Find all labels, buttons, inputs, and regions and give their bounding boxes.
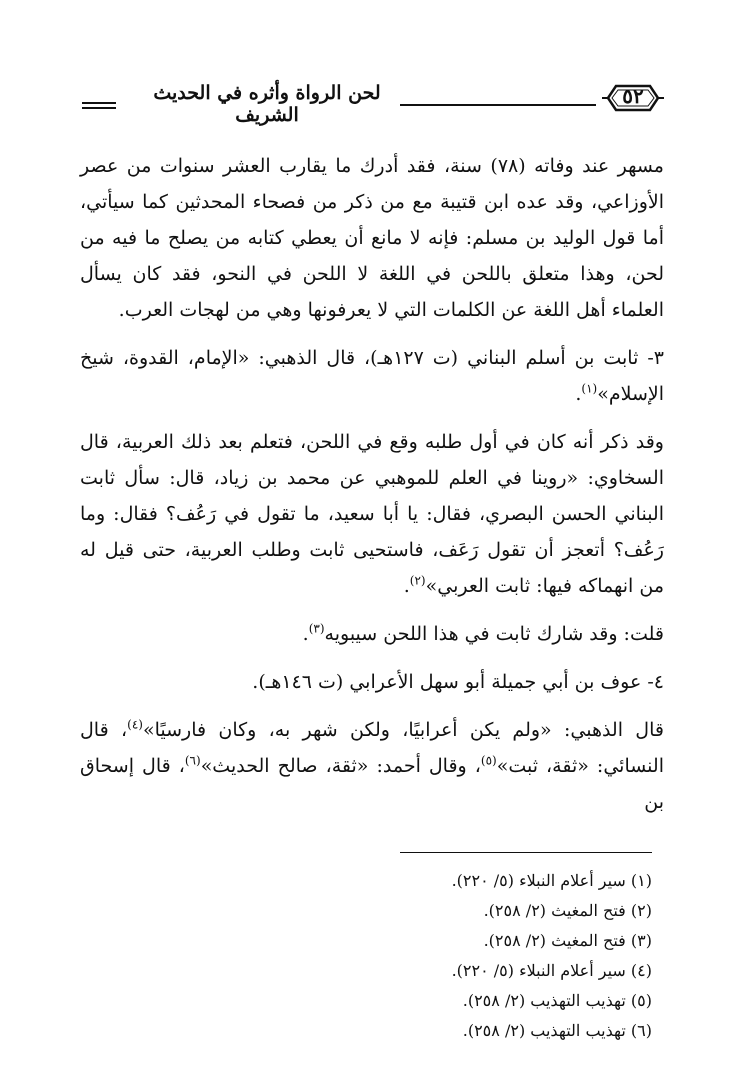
footnote-ref-1: (١) — [581, 381, 598, 396]
footnotes — [300, 866, 652, 1046]
footnote-ref-3: (٣) — [308, 621, 325, 636]
paragraph-4-text: قلت: وقد شارك ثابت في هذا اللحن سيبويه — [324, 623, 664, 645]
paragraph-6-cont-2: ، وقال أحمد: «ثقة، صالح الحديث» — [200, 755, 481, 777]
paragraph-1-text: مسهر عند وفاته (٧٨) سنة، فقد أدرك ما يقارب العشر سنوات من عصر الأوزاعي، وقد عده ابن قتيبة مع من ذكر من فصحاء المحدثين كما سيأتي، أما قول الوليد بن مسلم: فإنه لا مانع أن يعطي كتابه من يصلح ما فيه من لحن، وهذا متعلق باللحن في اللغة لا اللحن في النحو، فقد كان يسأل العلماء أهل اللغة عن الكلمات التي لا يعرفونها وهي من لهجات العرب. — [80, 155, 664, 321]
footnote-ref-4: (٤) — [127, 717, 143, 732]
paragraph-6-text: قال الذهبي: «ولم يكن أعرابيًا، ولكن شهر به، وكان فارسيًا» — [142, 719, 664, 741]
main-text — [80, 148, 664, 832]
paragraph-6 — [80, 712, 664, 820]
page-number-ornament — [600, 80, 666, 116]
paragraph-6-cont-3: ، قال إسحاق بن — [80, 755, 664, 813]
header-rule — [400, 104, 596, 106]
paragraph-3-text: وقد ذكر أنه كان في أول طلبه وقع في اللحن، فتعلم بعد ذلك العربية، قال السخاوي: «روينا في العلم للموهبي عن محمد بن زياد، قال: سأل ثابت البناني الحسن البصري، فقال: يا أبا سعيد، ما تقول في رَعُف؟ فقال: وما رَعُف؟ أتعجز أن تقول رَعَف، فاستحيى ثابت وطلب العربية، حتى قيل له من انهماكه فيها: ثابت العربي» — [80, 431, 664, 597]
page-number: ٥٢ — [622, 84, 644, 108]
footnote-ref-5: (٥) — [480, 753, 497, 768]
page-header — [82, 78, 668, 126]
footnote-1: (١) سير أعلام النبلاء (٥/ ٢٢٠). — [451, 871, 652, 890]
paragraph-1 — [80, 148, 664, 328]
footnote-2: (٢) فتح المغيث (٢/ ٢٥٨). — [483, 901, 652, 920]
paragraph-4: قلت: وقد شارك ثابت في هذا اللحن سيبويه$^{(٣)}$. — [302, 621, 664, 645]
footnote-ref-2: (٢) — [409, 573, 426, 588]
footnote-4: (٤) سير أعلام النبلاء (٥/ ٢٢٠). — [451, 961, 652, 980]
footnote-5: (٥) تهذيب التهذيب (٢/ ٢٥٨). — [462, 991, 652, 1010]
header-rule-left — [82, 102, 116, 104]
footnote-ref-6: (٦) — [184, 753, 201, 768]
paragraph-5 — [80, 664, 664, 700]
paragraph-5-text: ٤- عوف بن أبي جميلة أبو سهل الأعرابي (ت ١٤٦هـ). — [252, 671, 664, 693]
paragraph-3: وقد ذكر أنه كان في أول طلبه وقع في اللحن، فتعلم بعد ذلك العربية، قال السخاوي: «روينا في العلم للموهبي عن محمد بن زياد، قال: سأل ثابت البناني الحسن البصري، فقال: يا أبا سعيد، ما تقول في رَعُف؟ فقال: وما رَعُف؟ أتعجز أن تقول رَعَف، فاستحيى ثابت وطلب العربية، حتى قيل له من انهماكه فيها: ثابت العربي»$^{(٢)}$. — [80, 431, 664, 597]
paragraph-2-text: ٣- ثابت بن أسلم البناني (ت ١٢٧هـ)، قال الذهبي: «الإمام، القدوة، شيخ الإسلام» — [80, 347, 664, 405]
paragraph-6-cont-1: ، قال النسائي: «ثقة، ثبت» — [80, 719, 664, 777]
paragraph-2: ٣- ثابت بن أسلم البناني (ت ١٢٧هـ)، قال الذهبي: «الإمام، القدوة، شيخ الإسلام»$^{(١)}$. — [80, 347, 664, 405]
footnote-3: (٣) فتح المغيث (٢/ ٢٥٨). — [483, 931, 652, 950]
header-rule-left-double — [82, 107, 116, 109]
running-title: لحن الرواة وأثره في الحديث الشريف — [153, 82, 381, 126]
footnote-6: (٦) تهذيب التهذيب (٢/ ٢٥٨). — [462, 1021, 652, 1040]
footnote-separator — [400, 852, 652, 853]
